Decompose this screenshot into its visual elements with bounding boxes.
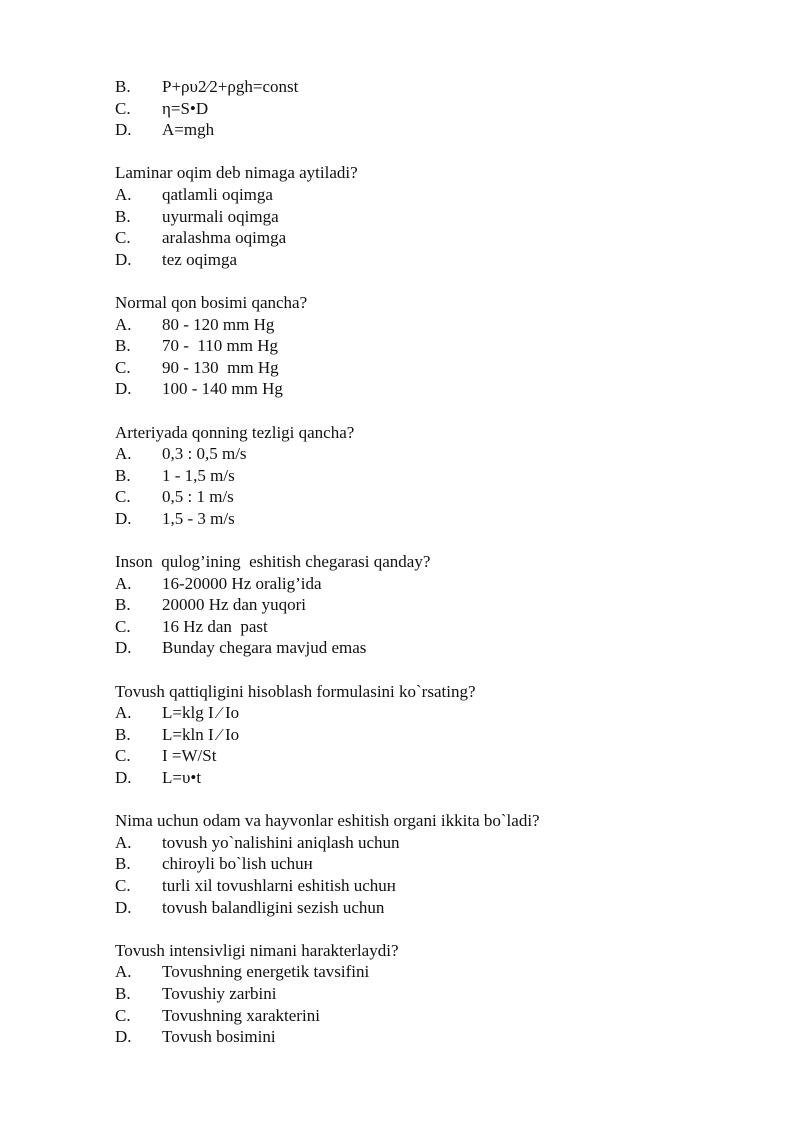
option	[115, 76, 755, 98]
option	[115, 616, 755, 638]
option-text: 16 Hz dan past	[162, 616, 268, 636]
option-letter: A.	[115, 573, 132, 593]
option-text: 70 - 110 mm Hg	[162, 336, 279, 356]
option-text: I =W/St	[162, 746, 217, 766]
option-letter: B.	[115, 336, 131, 356]
option	[115, 594, 755, 616]
option	[115, 227, 755, 249]
question-block	[115, 681, 755, 789]
option	[115, 314, 755, 336]
option	[115, 184, 755, 206]
option	[115, 745, 755, 767]
option-text: Tovushning xarakterini	[162, 1005, 320, 1025]
option-letter: B.	[115, 854, 131, 874]
option-letter: B.	[115, 77, 131, 96]
question-text: Arteriyada qonning tezligi qancha?	[115, 422, 355, 442]
option-text: 1,5 - 3 m/s	[162, 508, 235, 528]
option-text: tovush balandligini sezish uchun	[162, 897, 385, 917]
option	[115, 508, 755, 530]
question-block	[115, 810, 755, 918]
option-letter: D.	[115, 638, 132, 658]
option-letter: A.	[115, 184, 132, 204]
option-text: uyurmali oqimga	[162, 206, 279, 226]
option-text: Tovushiy zarbini	[162, 983, 277, 1003]
option-text: A=mgh	[162, 120, 215, 140]
question-block	[115, 551, 755, 659]
option-text: 100 - 140 mm Hg	[162, 379, 283, 399]
option	[115, 637, 755, 659]
option-letter: B.	[115, 724, 131, 744]
option-letter: B.	[115, 465, 131, 485]
question-text: Tovush intensivligi nimani harakterlaydi?	[115, 940, 399, 960]
option-letter: A.	[115, 703, 132, 723]
quiz-content	[115, 76, 755, 1048]
option	[115, 443, 755, 465]
option-text: aralashma oqimga	[162, 228, 287, 248]
option-text: chiroyli bo`lish uchuн	[162, 854, 313, 874]
option-text: Tovushning energetik tavsifini	[162, 962, 370, 982]
option	[115, 357, 755, 379]
option-text: 16-20000 Hz oralig’ida	[162, 573, 322, 593]
option	[115, 1026, 755, 1048]
option-letter: C.	[115, 98, 131, 118]
option-text: L=kln I ⁄ Io	[162, 724, 240, 744]
option	[115, 767, 755, 789]
option	[115, 832, 755, 854]
option-letter: C.	[115, 746, 131, 766]
option-text: P+ρυ2⁄2+ρgh=const	[162, 77, 299, 96]
option-letter: D.	[115, 120, 132, 140]
option-letter: D.	[115, 508, 132, 528]
option	[115, 983, 755, 1005]
option	[115, 206, 755, 228]
option	[115, 724, 755, 746]
question-block	[115, 422, 755, 530]
question-block	[115, 292, 755, 400]
option	[115, 853, 755, 875]
option	[115, 335, 755, 357]
option-text: tovush yo`nalishini aniqlash uchun	[162, 832, 400, 852]
option-text: η=S•D	[162, 98, 209, 118]
question-block	[115, 162, 755, 270]
option-letter: D.	[115, 1027, 132, 1047]
option	[115, 249, 755, 271]
option-text: 80 - 120 mm Hg	[162, 314, 275, 334]
question-text: Nima uchun odam va hayvonlar eshitish organi ikkita bo`ladi?	[115, 811, 540, 831]
option	[115, 98, 755, 120]
option-letter: D.	[115, 249, 132, 269]
option-letter: A.	[115, 444, 132, 464]
option-letter: C.	[115, 1005, 131, 1025]
option-letter: D.	[115, 897, 132, 917]
option-text: 0,5 : 1 m/s	[162, 487, 234, 507]
option-letter: C.	[115, 875, 131, 895]
option-text: 90 - 130 mm Hg	[162, 357, 279, 377]
option-text: L=υ•t	[162, 768, 202, 787]
option-text: 0,3 : 0,5 m/s	[162, 444, 247, 464]
option	[115, 465, 755, 487]
option	[115, 119, 755, 141]
option	[115, 378, 755, 400]
option-text: 20000 Hz dan yuqori	[162, 595, 307, 615]
option-letter: A.	[115, 314, 132, 334]
option-text: qatlamli oqimga	[162, 184, 273, 204]
option-text: turli xil tovushlarni eshitish uchuн	[162, 875, 396, 895]
option-letter: C.	[115, 616, 131, 636]
option-text: tez oqimga	[162, 249, 238, 269]
option-letter: D.	[115, 768, 132, 787]
option-letter: B.	[115, 983, 131, 1003]
option-text: Bunday chegara mavjud emas	[162, 638, 367, 658]
question-text: Laminar oqim deb nimaga aytiladi?	[115, 163, 358, 183]
option-letter: A.	[115, 962, 132, 982]
question-text: Inson qulog’ining eshitish chegarasi qanday?	[115, 552, 431, 572]
option-text: 1 - 1,5 m/s	[162, 465, 235, 485]
option-text: Tovush bosimini	[162, 1027, 276, 1047]
question-text: Normal qon bosimi qancha?	[115, 292, 308, 312]
option-text: L=klg I ⁄ Io	[162, 703, 240, 723]
option	[115, 961, 755, 983]
option-letter: B.	[115, 595, 131, 615]
option	[115, 1005, 755, 1027]
option-letter: A.	[115, 832, 132, 852]
option-letter: C.	[115, 228, 131, 248]
option	[115, 875, 755, 897]
question-block	[115, 940, 755, 1048]
option-list-partial	[115, 76, 755, 141]
option	[115, 573, 755, 595]
option-letter: D.	[115, 379, 132, 399]
option-letter: B.	[115, 206, 131, 226]
question-text: Tovush qattiqligini hisoblash formulasini ko`rsating?	[115, 681, 476, 701]
option	[115, 486, 755, 508]
option-letter: C.	[115, 487, 131, 507]
option-letter: C.	[115, 357, 131, 377]
option	[115, 702, 755, 724]
option	[115, 897, 755, 919]
